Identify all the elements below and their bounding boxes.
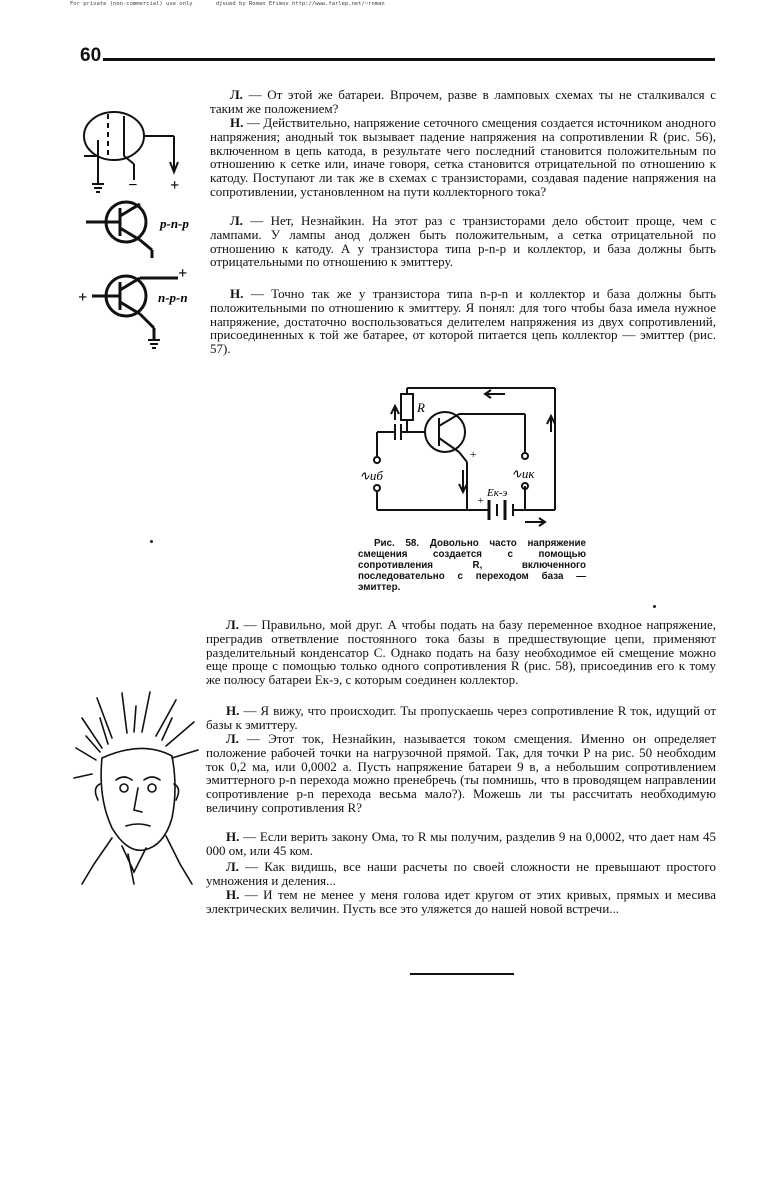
text-1: — От этой же батареи. Впрочем, разве в ламповых схемах ты не сталкивался с таким же положением? xyxy=(210,87,716,116)
fig58-plus: + xyxy=(469,447,478,461)
header-rule xyxy=(103,58,715,61)
figure-58-caption: Рис. 58. Довольно часто напряжение смещения создается с помощью сопротивления R, включенного последовательно с переходом база — эмиттер. xyxy=(358,538,586,593)
watermark-left: For private (non-commercial) use only xyxy=(70,1,193,7)
fig58-uk-label: ∿uк xyxy=(511,466,535,481)
speaker-8: Н. xyxy=(226,829,240,844)
text-9: — Как видишь, все наши расчеты по своей сложности не превышают простого умножения и деления... xyxy=(206,859,716,888)
paragraph-7 xyxy=(206,732,716,815)
figure-58-circuit xyxy=(355,380,575,530)
fig58-ub-label: ∿uб xyxy=(359,468,383,483)
tube-minus: − xyxy=(128,177,138,194)
npn-label: n-p-n xyxy=(158,290,188,305)
text-2: — Действительно, напряжение сеточного смещения создается источником анодного напряжения; анодный ток вызывает падение напряжения на сопротивлении R (рис. 56), включенном в цепь катода, в результате чего последний становится положительным по отношению к сетке или, иначе говоря, сетка становится отрицательной по отношению к катоду. Поступают ли так же в схемах с транзисторами, создавая падение напряжения на сопротивлении, установленном на пути коллекторного тока? xyxy=(210,115,716,199)
tube-plus: + xyxy=(170,177,180,194)
paragraph-3 xyxy=(210,214,716,269)
page-number: 60 xyxy=(80,45,102,66)
paragraph-10 xyxy=(206,888,716,916)
speaker-2: Н. xyxy=(230,115,244,130)
fig58-ek-label: Eк-э xyxy=(487,487,508,499)
paragraph-4 xyxy=(210,287,716,356)
text-7: — Этот ток, Незнайкин, называется током смещения. Именно он определяет положение рабочей точки на нагрузочной прямой. Так, для точки P на рис. 50 необходим ток 0,2 ма, или 0,0002 а. Пусть напряжение батареи 9 в, а небольшим сопротивлением эмиттерного p-n перехода можно пренебречь (ты помнишь, что в проводящем направлении сопротивление p-n перехода весьма мало?). Можешь ли ты рассчитать необходимую величину сопротивления R? xyxy=(206,731,716,815)
npn-transistor-icon xyxy=(92,276,178,348)
speaker-3: Л. xyxy=(230,213,243,228)
side-figures xyxy=(78,100,208,360)
watermark xyxy=(70,1,405,7)
npn-plus-top: + xyxy=(178,265,188,282)
text-4: — Точно так же у транзистора типа n-p-n и коллектор и база должны быть положительными по отношению к эмиттеру. Я понял: для того чтобы база имела нужное напряжение, достаточно воспользоваться делителем напряжения из двух сопротивлений, присоединенных к той же батарее, от которой питается цепь коллектор — эмиттер (рис. 57). xyxy=(210,286,716,357)
paragraph-6 xyxy=(206,704,716,732)
fig58-r-label: R xyxy=(417,400,425,415)
npn-plus-left: + xyxy=(78,289,88,306)
speaker-9: Л. xyxy=(226,859,239,874)
text-8: — Если верить закону Ома, то R мы получим, разделив 9 на 0,0002, что дает нам 45 000 ом, или 45 ком. xyxy=(206,829,716,858)
speck-1 xyxy=(150,540,153,543)
pnp-transistor-icon xyxy=(86,202,152,258)
text-10: — И тем не менее у меня голова идет кругом от этих кривых, прямых и месива электрических величин. Пусть все это уляжется до нашей новой встречи... xyxy=(206,887,716,916)
paragraph-2 xyxy=(210,116,716,199)
paragraph-1 xyxy=(210,88,716,116)
paragraph-9 xyxy=(206,860,716,888)
fig58-battery-plus: + xyxy=(477,495,485,507)
speck-2 xyxy=(653,605,656,608)
speaker-1: Л. xyxy=(230,87,243,102)
speaker-10: Н. xyxy=(226,887,240,902)
end-rule xyxy=(410,973,514,975)
text-3: — Нет, Незнайкин. На этот раз с транзисторами дело обстоит проще, чем с лампами. У лампы анод должен быть положительным, а сетка отрицательной по отношению к катоду. А у транзистора типа p-n-p и коллектор, и база должны быть отрицательными по отношению к эмиттеру. xyxy=(210,213,716,270)
speaker-7: Л. xyxy=(226,731,239,746)
transistor-icon xyxy=(425,412,465,452)
paragraph-5 xyxy=(206,618,716,687)
watermark-right: djvued by Roman Efimov http://www.farlep.net/~roman xyxy=(215,1,385,7)
speaker-6: Н. xyxy=(226,703,240,718)
text-5: — Правильно, мой друг. А чтобы подать на базу переменное входное напряжение, преградив ответвление постоянного тока базы в предшествующие цепи, применяют разделительный конденсатор C. Однако подать на базу необходимое ей смещение можно еще проще с помощью только одного сопротивления R (рис. 58), присоединив его к тому же полюсу батареи Eк-э, с которым соединен коллектор. xyxy=(206,617,716,688)
pnp-label: p-n-p xyxy=(160,216,189,231)
speaker-4: Н. xyxy=(230,286,244,301)
resistor-r-icon xyxy=(401,394,413,420)
text-6: — Я вижу, что происходит. Ты пропускаешь через сопротивление R ток, идущий от базы к эмиттеру. xyxy=(206,703,716,732)
speaker-5: Л. xyxy=(226,617,239,632)
cartoon-portrait xyxy=(72,688,202,888)
paragraph-8 xyxy=(206,830,716,858)
